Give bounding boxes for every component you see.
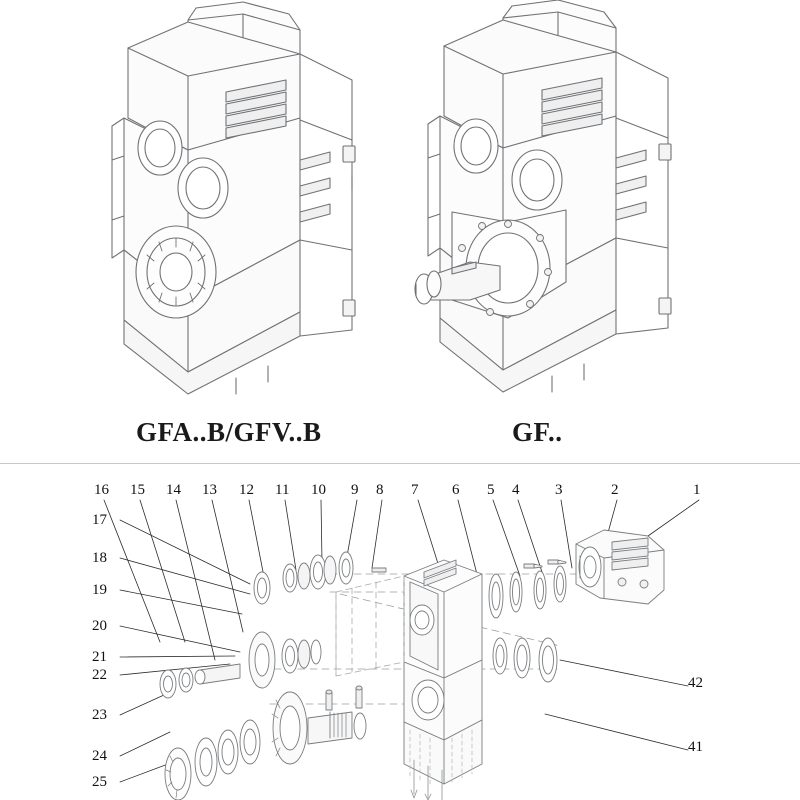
callout-42: 42: [688, 675, 703, 691]
callout-16: 16: [94, 482, 109, 498]
caption-gfa-b-gfv-b: GFA..B/GFV..B: [136, 417, 322, 447]
callout-25: 25: [92, 774, 107, 790]
exploded-parts-view: [0, 464, 800, 800]
upper-shaft-parts: [254, 552, 386, 604]
callout-17: 17: [92, 512, 107, 528]
lower-shaft-parts: [165, 686, 366, 800]
callout-20: 20: [92, 618, 107, 634]
exploded-assembly-drawing: [0, 464, 800, 800]
callout-5: 5: [487, 482, 495, 498]
callout-4: 4: [512, 482, 520, 498]
callout-9: 9: [351, 482, 359, 498]
callout-21: 21: [92, 649, 107, 665]
callout-11: 11: [275, 482, 290, 498]
callout-6: 6: [452, 482, 460, 498]
callout-24: 24: [92, 748, 107, 764]
callout-23: 23: [92, 707, 107, 723]
callout-3: 3: [555, 482, 563, 498]
callout-15: 15: [130, 482, 145, 498]
callout-13: 13: [202, 482, 217, 498]
callout-19: 19: [92, 582, 107, 598]
left-gearbox-drawing: [112, 2, 355, 394]
seal-ring-stack: [489, 560, 566, 682]
exploded-housing: [404, 560, 482, 784]
callout-10: 10: [311, 482, 326, 498]
mid-shaft-parts: [160, 632, 321, 698]
callout-41: 41: [688, 739, 703, 755]
callout-7: 7: [411, 482, 419, 498]
caption-gf: GF..: [512, 417, 563, 447]
callout-2: 2: [611, 482, 619, 498]
callout-8: 8: [376, 482, 384, 498]
callout-22: 22: [92, 667, 107, 683]
callout-14: 14: [166, 482, 181, 498]
callout-18: 18: [92, 550, 107, 566]
callout-12: 12: [239, 482, 254, 498]
right-gearbox-drawing: [415, 0, 671, 392]
callout-1: 1: [693, 482, 701, 498]
input-cover-assembly: [576, 530, 664, 604]
